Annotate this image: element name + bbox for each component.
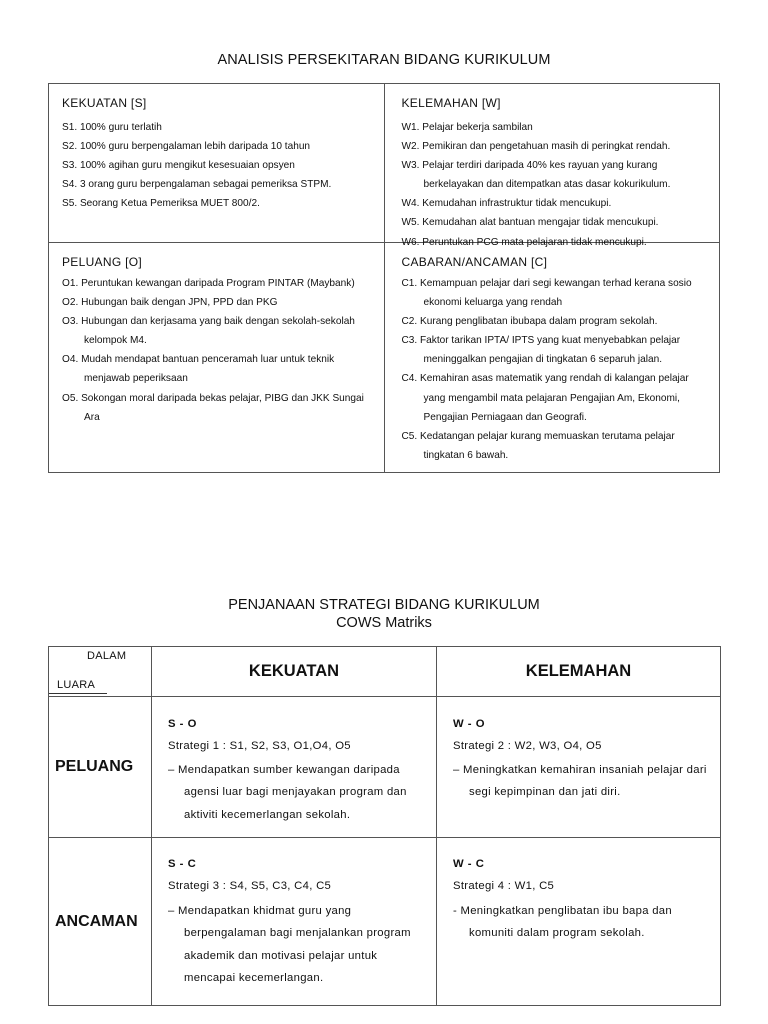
swot-title: ANALISIS PERSEKITARAN BIDANG KURIKULUM (217, 52, 551, 68)
list-item: W1. Pelajar bekerja sambilan (401, 122, 533, 133)
opportunities-heading: PELUANG [O] (62, 255, 142, 269)
list-item: S3. 100% agihan guru mengikut kesesuaian opsyen (62, 160, 295, 172)
strategy-label: Strategi 3 : S4, S5, C3, C4, C5 (168, 880, 332, 892)
corner-underline (49, 693, 107, 694)
column-header-kekuatan: KEKUATAN (152, 647, 437, 697)
strengths-heading: KEKUATAN [S] (62, 96, 147, 110)
list-item: W6. Peruntukan PCG mata pelajaran tidak mencukupi. (401, 236, 647, 248)
row-header-peluang: PELUANG (49, 697, 152, 838)
threats-list (402, 274, 714, 465)
strategy-code: W - C (453, 858, 485, 870)
strategy-label: Strategi 1 : S1, S2, S3, O1,O4, O5 (168, 740, 351, 752)
strategy-point: – Mendapatkan sumber kewangan daripada agensi luar bagi menjayakan program dan aktiviti kecemerlangan sekolah. (168, 764, 407, 821)
strategy-points (168, 759, 428, 826)
list-item: W2. Pemikiran dan pengetahuan masih di peringkat rendah. (401, 141, 671, 153)
strategy-label: Strategi 2 : W2, W3, O4, O5 (453, 740, 602, 752)
list-item: C3. Faktor tarikan IPTA/ IPTS yang kuat menyebabkan pelajar meninggalkan pengajian di tingkatan 6 separuh jalan. (401, 335, 681, 366)
weaknesses-list (402, 118, 714, 252)
strategy-points (453, 759, 712, 804)
list-item: S2. 100% guru berpengalaman lebih daripada 10 tahun (62, 141, 311, 153)
list-item: S1. 100% guru terlatih (62, 122, 162, 133)
strengths-list (62, 118, 378, 213)
cows-title: PENJANAAN STRATEGI BIDANG KURIKULUM (228, 597, 540, 613)
strategy-code: W - O (453, 718, 485, 730)
opportunities-cell (49, 243, 385, 473)
swot-table (48, 83, 720, 473)
list-item: C4. Kemahiran asas matematik yang rendah di kalangan pelajar yang mengambil mata pelajaran Pengajian Am, Ekonomi, Pengajian Perniagaan dan Geografi. (401, 373, 689, 423)
list-item: O2. Hubungan baik dengan JPN, PPD dan PKG (62, 297, 278, 309)
strategy-code: S - C (168, 858, 197, 870)
corner-label-dalam: DALAM (87, 650, 127, 662)
cell-so (152, 697, 437, 838)
list-item: S4. 3 orang guru berpengalaman sebagai pemeriksa STPM. (62, 179, 332, 191)
cows-matrix (48, 646, 721, 1006)
list-item: W3. Pelajar terdiri daripada 40% kes rayuan yang kurang berkelayakan dan ditempatkan atas dasar kokurikulum. (401, 160, 671, 191)
strategy-point: – Meningkatkan kemahiran insaniah pelajar dari segi kepimpinan dan jati diri. (453, 764, 707, 799)
strengths-cell (49, 84, 385, 243)
list-item: O5. Sokongan moral daripada bekas pelajar, PIBG dan JKK Sungai Ara (62, 392, 364, 423)
list-item: O1. Peruntukan kewangan daripada Program PINTAR (Maybank) (62, 278, 355, 289)
strategy-point: – Mendapatkan khidmat guru yang berpengalaman bagi menjalankan program akademik dan motivasi pelajar untuk mencapai kecemerlangan. (168, 905, 411, 984)
cell-wo (437, 697, 721, 838)
list-item: C2. Kurang penglibatan ibubapa dalam program sekolah. (401, 316, 658, 328)
threats-cell (384, 243, 720, 473)
list-item: O3. Hubungan dan kerjasama yang baik dengan sekolah-sekolah kelompok M4. (62, 316, 355, 347)
cell-sc (152, 838, 437, 1006)
cows-subtitle: COWS Matriks (336, 615, 432, 631)
opportunities-list (62, 274, 378, 427)
weaknesses-cell (384, 84, 720, 248)
list-item: W4. Kemudahan infrastruktur tidak mencukupi. (401, 198, 612, 210)
strategy-points (168, 900, 428, 989)
column-header-kelemahan: KELEMAHAN (437, 647, 721, 697)
list-item: S5. Seorang Ketua Pemeriksa MUET 800/2. (62, 198, 260, 210)
list-item: C1. Kemampuan pelajar dari segi kewangan terhad kerana sosio ekonomi keluarga yang rendah (401, 278, 692, 309)
row-header-ancaman: ANCAMAN (49, 838, 152, 1006)
matrix-corner (49, 647, 152, 697)
strategy-code: S - O (168, 718, 197, 730)
strategy-point: - Meningkatkan penglibatan ibu bapa dan komuniti dalam program sekolah. (453, 905, 672, 940)
list-item: W5. Kemudahan alat bantuan mengajar tidak mencukupi. (401, 217, 659, 229)
cows-title-block (0, 596, 768, 632)
list-item: C5. Kedatangan pelajar kurang memuaskan terutama pelajar tingkatan 6 bawah. (401, 430, 675, 461)
threats-heading: CABARAN/ANCAMAN [C] (401, 255, 548, 269)
list-item: O4. Mudah mendapat bantuan penceramah luar untuk teknik menjawab peperiksaan (62, 354, 335, 385)
corner-label-luara: LUARA (57, 679, 96, 691)
strategy-points (453, 900, 712, 945)
cell-wc (437, 838, 721, 1006)
strategy-label: Strategi 4 : W1, C5 (453, 880, 555, 892)
weaknesses-heading: KELEMAHAN [W] (401, 96, 501, 110)
